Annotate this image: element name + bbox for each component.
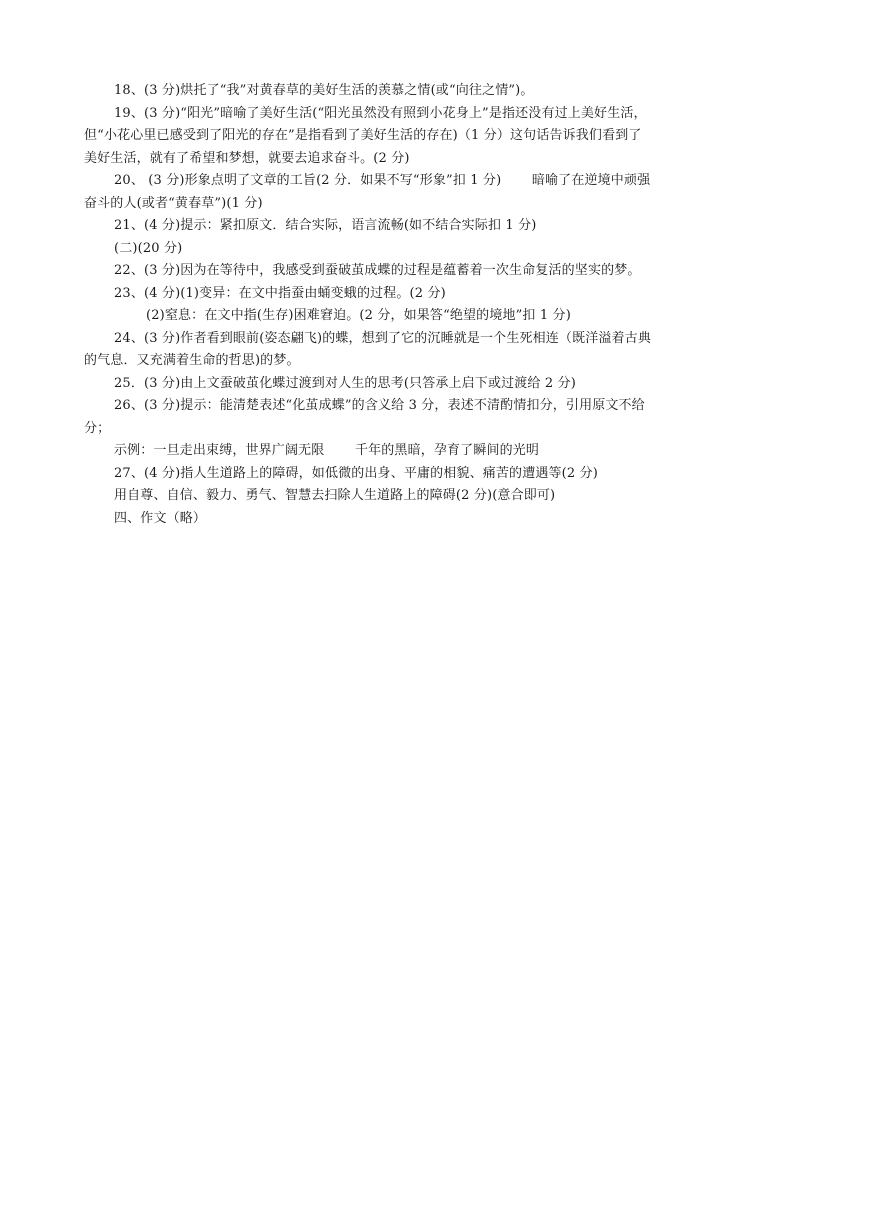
answer-27-line-1: 27、(4 分)指人生道路上的障碍，如低微的出身、平庸的相貌、痛苦的遭遇等(2 分): [114, 465, 598, 481]
answer-26-line-2: 分；: [84, 420, 111, 436]
answer-19-line-1: 19、(3 分)“阳光”暗喻了美好生活(“阳光虽然没有照到小花身上”是指还没有过上美好生活，: [114, 105, 647, 121]
answer-19-line-2: 但“小花心里已感受到了阳光的存在”是指看到了美好生活的存在)（1 分）这句话告诉我们看到了: [84, 128, 642, 143]
answer-23-part-1: 23、(4 分)(1)变异：在文中指蚕由蛹变蛾的过程。(2 分): [114, 285, 446, 301]
answer-23-part-2: (2)窒息：在文中指(生存)困难窘迫。(2 分，如果答“绝望的境地”扣 1 分): [146, 308, 571, 323]
answer-key-page: [84, 80, 786, 530]
answer-20-line-2: 奋斗的人(或者“黄春草”)(1 分): [84, 195, 263, 211]
section-2-heading: (二)(20 分): [114, 240, 183, 256]
answer-26-example: 示例：一旦走出束缚，世界广阔无限 千年的黑暗，孕育了瞬间的光明: [114, 443, 540, 458]
answer-26-line-1: 26、(3 分)提示：能清楚表述“化茧成蝶”的含义给 3 分，表述不清酌情扣分，引用原文不给: [114, 398, 645, 413]
answer-20-line-1: 20、 (3 分)形象点明了文章的工旨(2 分．如果不写“形象”扣 1 分) 暗喻了在逆境中顽强: [114, 173, 651, 188]
answer-18: 18、(3 分)烘托了“我”对黄春草的美好生活的羡慕之情(或“向往之情”)。: [114, 83, 534, 98]
answer-22: 22、(3 分)因为在等待中，我感受到蚕破茧成蝶的过程是蕴蓄着一次生命复活的坚实的梦。: [114, 263, 641, 278]
answer-24-line-2: 的气息．又充满着生命的哲思)的梦。: [84, 353, 300, 368]
answer-27-line-2: 用自尊、自信、毅力、勇气、智慧去扫除人生道路上的障碍(2 分)(意合即可): [114, 488, 556, 503]
answer-21: 21、(4 分)提示：紧扣原文．结合实际，语言流畅(如不结合实际扣 1 分): [114, 218, 537, 233]
section-4-heading: 四、作文（略）: [114, 510, 207, 526]
answer-25: 25．(3 分)由上文蚕破茧化蝶过渡到对人生的思考(只答承上启下或过渡给 2 分): [114, 375, 576, 391]
answer-19-line-3: 美好生活，就有了希望和梦想，就要去追求奋斗。(2 分): [84, 150, 410, 166]
answer-24-line-1: 24、(3 分)作者看到眼前(姿态翩飞)的蝶，想到了它的沉睡就是一个生死相连（既洋溢着古典: [114, 330, 651, 346]
